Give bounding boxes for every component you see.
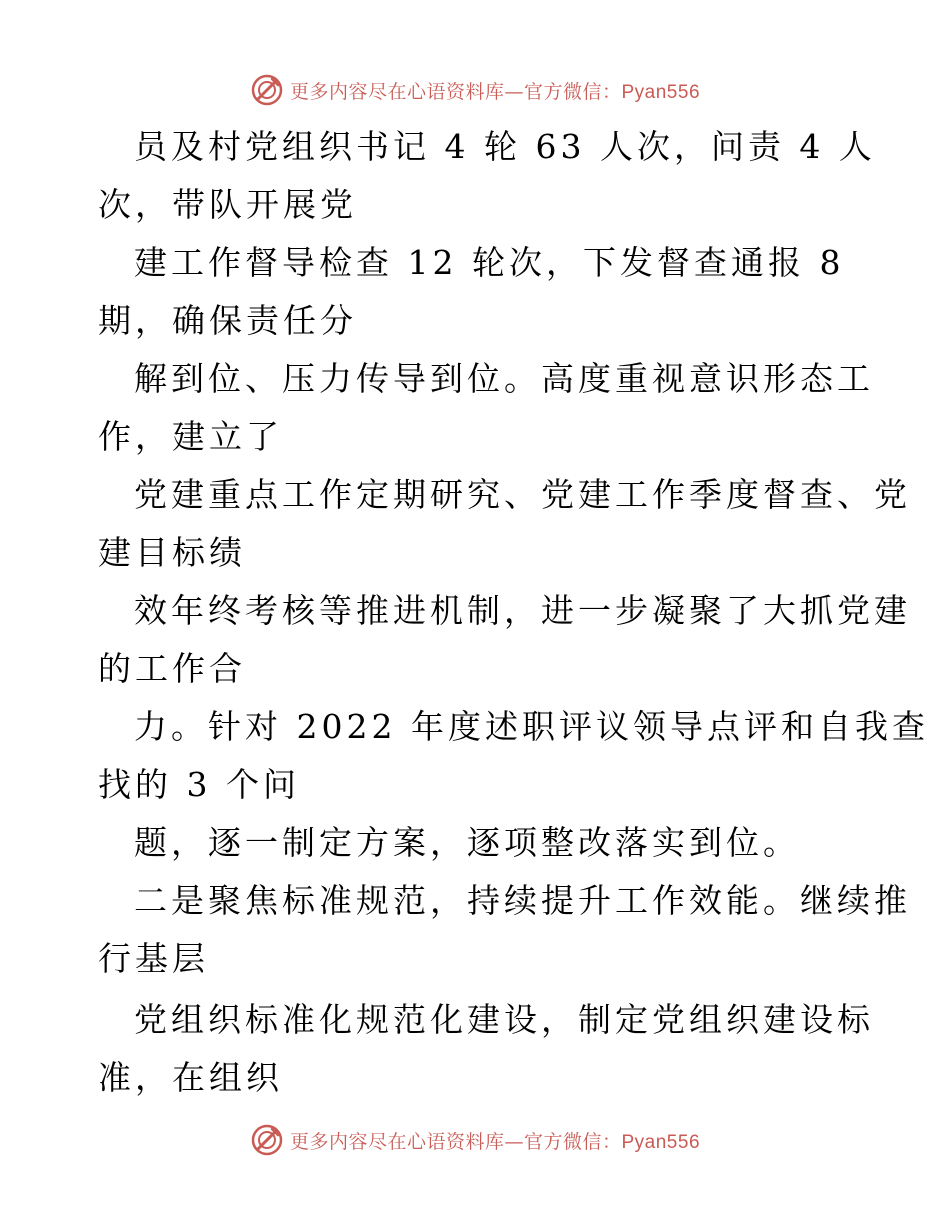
body-line: 建目标绩: [98, 533, 246, 572]
body-line: 解到位、压力传导到位。高度重视意识形态工: [134, 359, 874, 398]
body-line: 效年终考核等推进机制，进一步凝聚了大抓党建: [134, 591, 911, 630]
header-watermark-banner: [0, 70, 950, 110]
body-line: 员及村党组织书记 4 轮 63 人次，问责 4 人: [134, 127, 876, 166]
body-line: 作，建立了: [98, 417, 283, 456]
header-watermark-label: 更多内容尽在心语资料库—官方微信：: [289, 80, 622, 103]
body-line: 次，带队开展党: [98, 185, 357, 224]
body-line: 建工作督导检查 12 轮次，下发督查通报 8: [134, 243, 845, 282]
body-line: 党组织标准化规范化建设，制定党组织建设标: [134, 1000, 874, 1039]
body-line: 党建重点工作定期研究、党建工作季度督查、党: [134, 475, 911, 514]
body-line: 二是聚焦标准规范，持续提升工作效能。继续推: [134, 881, 911, 920]
footer-watermark-banner: [0, 1120, 950, 1160]
body-line: 准，在组织: [98, 1058, 283, 1097]
footer-watermark-label: 更多内容尽在心语资料库—官方微信：: [289, 1130, 622, 1153]
body-line: 期，确保责任分: [98, 301, 357, 340]
footer-watermark-handle: Pyan556: [621, 1131, 701, 1153]
body-line: 力。针对 2022 年度述职评议领导点评和自我查: [134, 707, 929, 746]
header-watermark-text: [290, 77, 700, 104]
body-line: 行基层: [98, 939, 209, 978]
logo-icon: [250, 1123, 284, 1157]
body-line: 找的 3 个问: [98, 765, 300, 804]
logo-icon: [250, 73, 284, 107]
body-line: 题，逐一制定方案，逐项整改落实到位。: [134, 823, 800, 862]
header-watermark-handle: Pyan556: [621, 81, 701, 103]
footer-watermark-text: [290, 1127, 700, 1154]
body-line: 的工作合: [98, 649, 246, 688]
